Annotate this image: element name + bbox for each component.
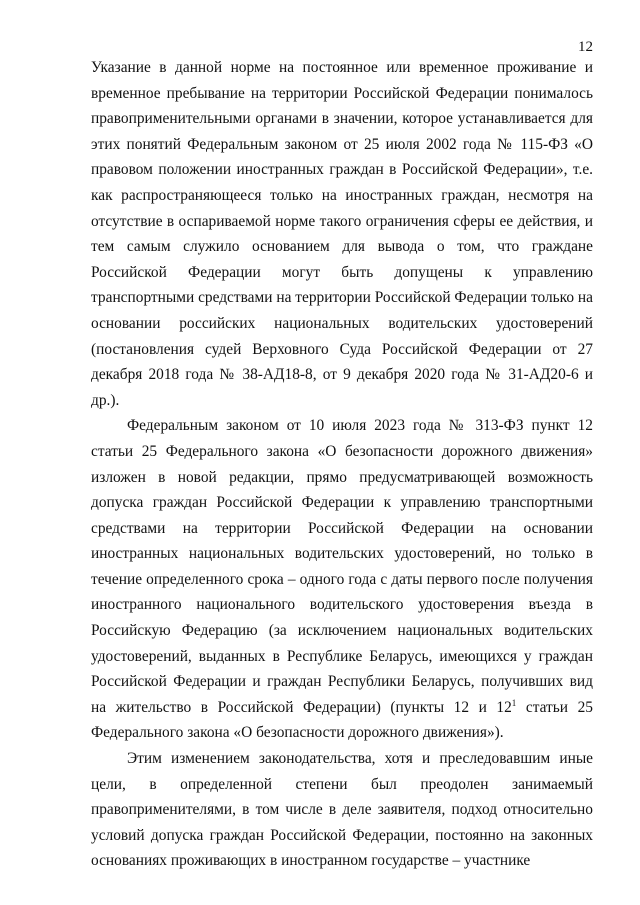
page-number: 12 <box>578 39 593 55</box>
paragraph-2 <box>91 413 593 746</box>
paragraph-1: Указание в данной норме на постоянное или временное проживание и временное пребывание на территории Российской Федерации понималось правоприменительными органами в значении, которое устанавливается для этих понятий Федеральным законом от 25 июля 2002 года № 115-ФЗ «О правовом положении иностранных граждан в Российской Федерации», т.е. как распространяющееся только на иностранных граждан, несмотря на отсутствие в оспариваемой норме такого ограничения сферы ее действия, и тем самым служило основанием для вывода о том, что граждане Российской Федерации могут быть допущены к управлению транспортными средствами на территории Российской Федерации только на основании российских национальных водительских удостоверений (постановления судей Верховного Суда Российской Федерации от 27 декабря 2018 года № 38-АД18-8, от 9 декабря 2020 года № 31-АД20-6 и др.). <box>91 59 593 409</box>
paragraph-3: Этим изменением законодательства, хотя и преследовавшим иные цели, в определенной степени был преодолен занимаемый правоприменителями, в том числе в деле заявителя, подход относительно условий допуска граждан Российской Федерации, постоянно на законных основаниях проживающих в иностранном государстве – участнике <box>91 750 593 870</box>
paragraph-2-text-after: статьи 25 Федерального закона «О безопасности дорожного движения»). <box>91 698 593 742</box>
document-body <box>91 55 593 874</box>
paragraph-2-superscript: 1 <box>511 697 517 708</box>
paragraph-2-text-before: Федеральным законом от 10 июля 2023 года № 313-ФЗ пункт 12 статьи 25 Федерального закона «О безопасности дорожного движения» изложен в новой редакции, прямо предусматривающей возможность допуска граждан Российской Федерации к управлению транспортными средствами на территории Российской Федерации на основании иностранных национальных водительских удостоверений, но только в течение определенного срока – одного года с даты первого после получения иностранного национального водительского удостоверения въезда в Российскую Федерацию (за исключением национальных водительских удостоверений, выданных в Республике Беларусь, имеющихся у граждан Российской Федерации и граждан Республики Беларусь, получивших вид на жительство в Российской Федерации) (пункты 12 и 12 <box>91 417 593 716</box>
